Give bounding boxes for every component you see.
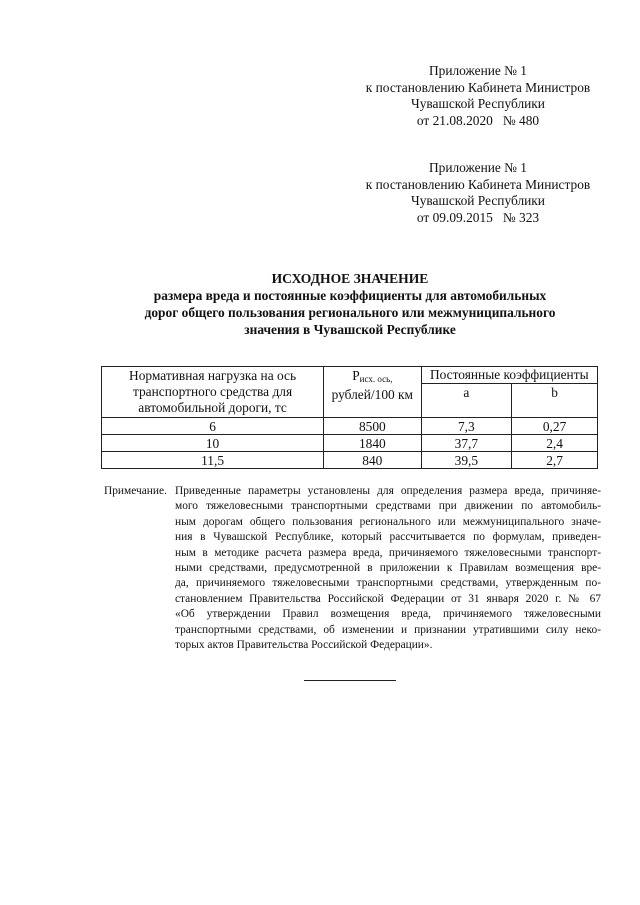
appendix-title: Приложение № 1 xyxy=(428,63,528,78)
header-p-unit: рублей/100 км xyxy=(331,387,414,402)
appendix-header-previous xyxy=(330,160,626,226)
cell-load: 10 xyxy=(102,435,324,452)
cell-a: 7,3 xyxy=(421,418,512,435)
note-line: транспортными средствами, об изменении и признании утратившими силу неко- xyxy=(175,623,601,636)
header-p-symbol: P xyxy=(352,368,360,383)
table-row xyxy=(102,452,598,469)
appendix-date-number: от 09.09.2015 № 323 xyxy=(416,209,540,225)
cell-a: 37,7 xyxy=(421,435,512,452)
note-label: Примечание. xyxy=(104,485,167,497)
note-line: ными средствами, предусмотренной в приложении к Правилам возмещения вре- xyxy=(175,562,601,575)
table-row xyxy=(102,435,598,452)
document-title xyxy=(60,270,640,338)
table-header-row xyxy=(102,367,598,384)
cell-b: 0,27 xyxy=(512,418,598,435)
cell-b: 2,7 xyxy=(512,452,598,469)
header-axle-load: Нормативная нагрузка на ось транспортного средства для автомобильной дороги, тс xyxy=(102,367,324,418)
title-line: значения в Чувашской Республике xyxy=(244,322,456,337)
note-text xyxy=(175,484,601,653)
separator-line xyxy=(304,680,396,681)
table-row xyxy=(102,418,598,435)
cell-p: 8500 xyxy=(324,418,421,435)
note-line: мого тяжеловесными транспортными средствами при движении по автомобиль- xyxy=(175,500,601,513)
cell-p: 840 xyxy=(324,452,421,469)
appendix-republic-line: Чувашской Республики xyxy=(411,193,545,208)
note-line: ным дорогам общего пользования регионального или межмуниципального значе- xyxy=(175,515,601,528)
appendix-resolution-line: к постановлению Кабинета Министров xyxy=(365,176,591,192)
header-coefficient-b: b xyxy=(512,384,598,418)
parameters-table xyxy=(101,366,598,469)
note-line: да, причиняемого тяжеловесными транспортными средствами, утвержденным по- xyxy=(175,577,601,590)
cell-p: 1840 xyxy=(324,435,421,452)
header-base-value xyxy=(324,367,421,418)
appendix-republic-line: Чувашской Республики xyxy=(411,96,545,111)
note-line: «Об утверждении Правил возмещения вреда, причиняемого тяжеловесными xyxy=(175,608,601,621)
appendix-title: Приложение № 1 xyxy=(428,160,528,175)
note-line: Приведенные параметры установлены для определения размера вреда, причиняе- xyxy=(175,485,601,497)
appendix-resolution-line: к постановлению Кабинета Министров xyxy=(365,79,591,95)
title-line: дорог общего пользования регионального или межмуниципального xyxy=(144,305,556,320)
note-line: ным в методике расчета размера вреда, причиняемого тяжеловесными транспорт- xyxy=(175,546,601,559)
note-line: ния в Чувашской Республике, который рассчитывается по формулам, приведен- xyxy=(175,531,601,544)
cell-load: 6 xyxy=(102,418,324,435)
note-line: становлением Правительства Российской Федерации от 31 января 2020 г. № 67 xyxy=(175,592,601,605)
cell-a: 39,5 xyxy=(421,452,512,469)
title-heading: ИСХОДНОЕ ЗНАЧЕНИЕ xyxy=(271,271,429,286)
cell-b: 2,4 xyxy=(512,435,598,452)
title-line: размера вреда и постоянные коэффициенты для автомобильных xyxy=(153,288,547,303)
header-coefficients: Постоянные коэффициенты xyxy=(421,367,597,384)
appendix-date-number: от 21.08.2020 № 480 xyxy=(416,112,540,128)
note-line: торых актов Правительства Российской Федерации». xyxy=(175,639,433,652)
appendix-header-current xyxy=(330,63,626,129)
header-p-subscript: исх. ось, xyxy=(359,374,393,384)
header-coefficient-a: a xyxy=(421,384,512,418)
cell-load: 11,5 xyxy=(102,452,324,469)
